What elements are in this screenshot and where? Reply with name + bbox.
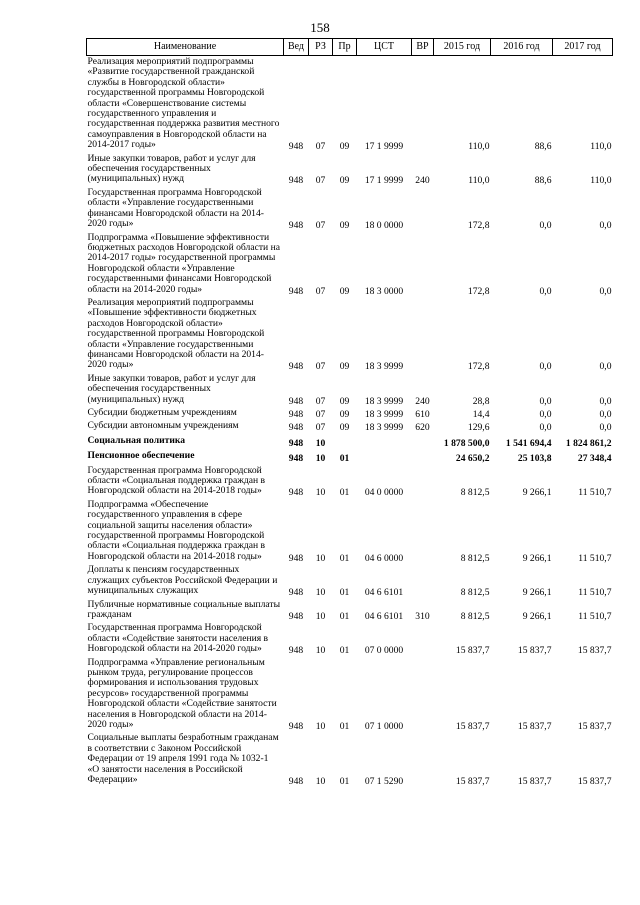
row-pr-cell: 01 [339, 645, 350, 657]
row-2016-cell: 15 837,7 [517, 645, 552, 657]
row-name-cell: Социальные выплаты безработным гражданам в соответствии с Законом Российской Федерации от 19 апреля 1991 года № 1032-1 «О занятости населения в Российской Федерации» [87, 732, 279, 785]
row-2016-cell: 9 266,1 [522, 610, 552, 622]
row-vr-cell: 620 [415, 422, 430, 434]
header-cst: ЦСТ [357, 39, 412, 56]
row-ved-cell: 948 [288, 552, 304, 564]
row-2015-cell: 129,6 [467, 422, 490, 434]
row-2017-cell: 11 510,7 [578, 552, 612, 564]
row-rz-cell: 10 [315, 720, 326, 732]
row-ved-cell: 948 [288, 395, 304, 407]
page-number: 158 [310, 20, 330, 35]
row-2016-cell: 88,6 [534, 141, 552, 153]
row-rz-cell: 10 [315, 645, 326, 657]
table-header-row [87, 39, 613, 56]
row-2016-cell: 0,0 [539, 361, 552, 373]
table-row [87, 434, 613, 449]
row-vr-cell: 240 [415, 395, 430, 407]
table-row [87, 420, 613, 433]
row-pr-cell: 09 [339, 220, 350, 232]
header-ved: Вед [284, 39, 309, 56]
row-vr-cell [412, 499, 434, 564]
row-pr-cell: 01 [339, 610, 350, 622]
row-rz-cell: 10 [315, 610, 326, 622]
row-rz-cell: 10 [315, 453, 326, 465]
row-2015-cell: 110,0 [468, 141, 490, 153]
row-2016-cell: 1 541 694,4 [505, 437, 552, 449]
row-2017-cell: 0,0 [599, 409, 612, 420]
header-2015: 2015 год [434, 39, 491, 56]
row-2016-cell: 9 266,1 [522, 552, 552, 564]
row-ved-cell: 948 [288, 453, 304, 465]
header-pr: Пр [333, 39, 357, 56]
row-rz-cell: 07 [315, 409, 326, 420]
row-2017-cell: 0,0 [599, 285, 612, 297]
row-2015-cell: 1 878 500,0 [443, 437, 490, 449]
row-2017-cell: 0,0 [599, 422, 612, 434]
row-vr-cell [412, 56, 434, 153]
row-cst-cell: 18 3 9999 [364, 361, 404, 373]
row-name-cell: Государственная программа Новгородской области «Управление государственными финансами Новгородской области на 2014-2020 годы» [87, 186, 264, 230]
row-cst-cell: 18 0 0000 [364, 220, 404, 232]
row-2017-cell: 15 837,7 [577, 645, 612, 657]
header-2016: 2016 год [491, 39, 553, 56]
row-2015-cell: 28,8 [472, 395, 490, 407]
table-row [87, 232, 613, 297]
row-pr-cell: 09 [339, 361, 350, 373]
row-ved-cell: 948 [288, 437, 304, 449]
row-vr-cell [412, 564, 434, 598]
row-2015-cell: 14,4 [472, 409, 490, 420]
row-2016-cell: 0,0 [539, 285, 552, 297]
row-2015-cell: 172,8 [467, 285, 490, 297]
row-name-cell: Доплаты к пенсиям государственных служащих субъектов Российской Федерации и муниципальных служащих [87, 564, 278, 597]
row-name-cell: Субсидии автономным учреждениям [87, 420, 239, 432]
row-vr-cell [412, 657, 434, 733]
row-2017-cell: 110,0 [590, 175, 612, 187]
row-name-cell: Социальная политика [87, 434, 186, 446]
row-cst-cell: 04 0 0000 [364, 487, 404, 499]
row-rz-cell: 07 [315, 395, 326, 407]
table-row [87, 564, 613, 598]
row-2017-cell: 15 837,7 [577, 776, 612, 787]
table-row [87, 373, 613, 407]
row-2017-cell: 11 510,7 [578, 610, 612, 622]
row-rz-cell: 10 [315, 587, 326, 599]
row-cst-cell: 17 1 9999 [364, 175, 404, 187]
row-2016-cell: 0,0 [539, 220, 552, 232]
row-2017-cell: 0,0 [599, 395, 612, 407]
row-2017-cell: 15 837,7 [577, 720, 612, 732]
header-2017: 2017 год [553, 39, 613, 56]
table-row [87, 465, 613, 499]
row-rz-cell: 10 [315, 437, 326, 449]
row-cst-cell: 04 6 6101 [364, 610, 404, 622]
row-pr-cell: 09 [339, 395, 350, 407]
row-rz-cell: 07 [315, 220, 326, 232]
header-name: Наименование [87, 39, 284, 56]
row-name-cell: Государственная программа Новгородской области «Содействие занятости населения в Новгородской области на 2014-2020 годы» [87, 622, 269, 655]
table-row [87, 599, 613, 623]
row-2015-cell: 172,8 [467, 220, 490, 232]
row-ved-cell: 948 [288, 487, 304, 499]
row-ved-cell: 948 [288, 720, 304, 732]
row-pr-cell: 01 [339, 453, 350, 465]
row-vr-cell [412, 622, 434, 656]
row-ved-cell: 948 [288, 141, 304, 153]
row-2016-cell: 0,0 [539, 409, 552, 420]
row-2015-cell: 110,0 [468, 175, 490, 187]
row-rz-cell: 10 [315, 487, 326, 499]
row-vr-cell [412, 187, 434, 232]
row-vr-cell [412, 465, 434, 499]
table-row [87, 407, 613, 420]
row-name-cell: Подпрограмма «Обеспечение государственного управления в сфере социальной защиты населения области» государственной программы Новгородской области «Социальная поддержка граждан в Новгородской области на 2014-2018 годы» [87, 498, 266, 562]
row-vr-cell: 240 [415, 175, 430, 187]
row-2015-cell: 172,8 [467, 361, 490, 373]
row-rz-cell: 07 [315, 361, 326, 373]
row-cst-cell: 18 3 9999 [364, 409, 404, 420]
row-cst-cell: 17 1 9999 [364, 141, 404, 153]
row-2015-cell: 15 837,7 [455, 720, 490, 732]
row-vr-cell [412, 449, 434, 464]
row-rz-cell: 07 [315, 175, 326, 187]
row-pr-cell: 09 [339, 285, 350, 297]
row-vr-cell: 610 [415, 409, 430, 420]
row-2017-cell: 27 348,4 [577, 453, 612, 465]
row-2015-cell: 8 812,5 [460, 552, 490, 564]
table-row [87, 449, 613, 464]
row-2015-cell: 15 837,7 [455, 776, 490, 787]
row-rz-cell: 10 [315, 776, 326, 787]
row-ved-cell: 948 [288, 409, 304, 420]
row-2016-cell: 9 266,1 [522, 587, 552, 599]
row-cst-cell: 18 3 9999 [364, 395, 404, 407]
row-ved-cell: 948 [288, 285, 304, 297]
row-cst-cell: 07 1 5290 [364, 776, 404, 787]
table-row [87, 56, 613, 153]
row-pr-cell [333, 434, 357, 449]
row-vr-cell: 310 [415, 610, 430, 622]
row-pr-cell: 01 [339, 776, 350, 787]
row-name-cell: Подпрограмма «Управление региональным рынком труда, регулирование процессов формирования и использования трудовых ресурсов» государственной программы Новгородской области «Содействие занятости населения в Новгородской области на 2014-2020 годы» [87, 656, 277, 730]
table-row [87, 187, 613, 232]
row-pr-cell: 09 [339, 409, 350, 420]
row-vr-cell [412, 232, 434, 297]
row-vr-cell [412, 297, 434, 373]
row-2017-cell: 11 510,7 [578, 487, 612, 499]
row-name-cell: Реализация мероприятий подпрограммы «Повышение эффективности бюджетных расходов Новгородской области» государственной программы Новгородской области «Управление государственными финансами Новгородской области на 2014-2020 годы» [87, 296, 265, 371]
row-pr-cell: 01 [339, 720, 350, 732]
row-cst-cell: 04 6 6101 [364, 587, 404, 599]
row-2016-cell: 15 837,7 [517, 720, 552, 732]
row-2016-cell: 0,0 [539, 395, 552, 407]
row-name-cell: Подпрограмма «Повышение эффективности бюджетных расходов Новгородской области на 2014-2017 годы» государственной программы Новгородской области «Управление государственными финансами Новгородской области на 2014-2020 годы» [87, 231, 280, 295]
table-row [87, 622, 613, 656]
row-ved-cell: 948 [288, 422, 304, 434]
row-cst-cell [357, 434, 412, 449]
row-2016-cell: 15 837,7 [517, 776, 552, 787]
row-rz-cell: 07 [315, 422, 326, 434]
row-pr-cell: 09 [339, 175, 350, 187]
row-ved-cell: 948 [288, 610, 304, 622]
row-cst-cell: 07 1 0000 [364, 720, 404, 732]
row-cst-cell: 18 3 0000 [364, 285, 404, 297]
row-cst-cell: 18 3 9999 [364, 422, 404, 434]
row-name-cell: Иные закупки товаров, работ и услуг для обеспечения государственных (муниципальных) нужд [87, 152, 256, 185]
row-2017-cell: 11 510,7 [578, 587, 612, 599]
row-pr-cell: 01 [339, 487, 350, 499]
row-name-cell: Пенсионное обеспечение [87, 450, 195, 462]
table-row [87, 499, 613, 564]
row-2015-cell: 15 837,7 [455, 645, 490, 657]
row-2017-cell: 0,0 [599, 361, 612, 373]
row-2016-cell: 25 103,8 [517, 453, 552, 465]
row-cst-cell: 07 0 0000 [364, 645, 404, 657]
row-2016-cell: 88,6 [534, 175, 552, 187]
row-ved-cell: 948 [288, 220, 304, 232]
budget-table [86, 38, 613, 787]
row-pr-cell: 01 [339, 587, 350, 599]
row-pr-cell: 09 [339, 141, 350, 153]
table-row [87, 297, 613, 373]
row-2015-cell: 8 812,5 [460, 610, 490, 622]
row-2016-cell: 9 266,1 [522, 487, 552, 499]
row-vr-cell [412, 434, 434, 449]
row-2015-cell: 8 812,5 [460, 587, 490, 599]
row-rz-cell: 10 [315, 552, 326, 564]
table-row [87, 153, 613, 187]
row-name-cell: Субсидии бюджетным учреждениям [87, 407, 237, 418]
row-ved-cell: 948 [288, 361, 304, 373]
header-vr: ВР [412, 39, 434, 56]
row-ved-cell: 948 [288, 776, 304, 787]
row-rz-cell: 07 [315, 285, 326, 297]
row-rz-cell: 07 [315, 141, 326, 153]
header-rz: РЗ [309, 39, 333, 56]
row-name-cell: Реализация мероприятий подпрограммы «Развитие государственной гражданской службы в Новгородской области» государственной программы Новгородской области «Совершенствование системы государственного управления и государственная поддержка развития местного самоуправления в Новгородской области на 2014-2017 годы» [87, 56, 280, 151]
row-2015-cell: 8 812,5 [460, 487, 490, 499]
row-2017-cell: 0,0 [599, 220, 612, 232]
row-name-cell: Иные закупки товаров, работ и услуг для обеспечения государственных (муниципальных) нужд [87, 372, 256, 405]
row-name-cell: Публичные нормативные социальные выплаты гражданам [87, 598, 281, 620]
row-2016-cell: 0,0 [539, 422, 552, 434]
row-2017-cell: 110,0 [590, 141, 612, 153]
row-pr-cell: 01 [339, 552, 350, 564]
row-2017-cell: 1 824 861,2 [565, 437, 612, 449]
row-ved-cell: 948 [288, 645, 304, 657]
row-cst-cell [357, 449, 412, 464]
row-ved-cell: 948 [288, 175, 304, 187]
row-cst-cell: 04 6 0000 [364, 552, 404, 564]
table-row [87, 732, 613, 787]
row-2015-cell: 24 650,2 [455, 453, 490, 465]
row-ved-cell: 948 [288, 587, 304, 599]
table-row [87, 657, 613, 733]
row-vr-cell [412, 732, 434, 787]
row-name-cell: Государственная программа Новгородской области «Социальная поддержка граждан в Новгородской области на 2014-2018 годы» [87, 464, 266, 497]
row-pr-cell: 09 [339, 422, 350, 434]
